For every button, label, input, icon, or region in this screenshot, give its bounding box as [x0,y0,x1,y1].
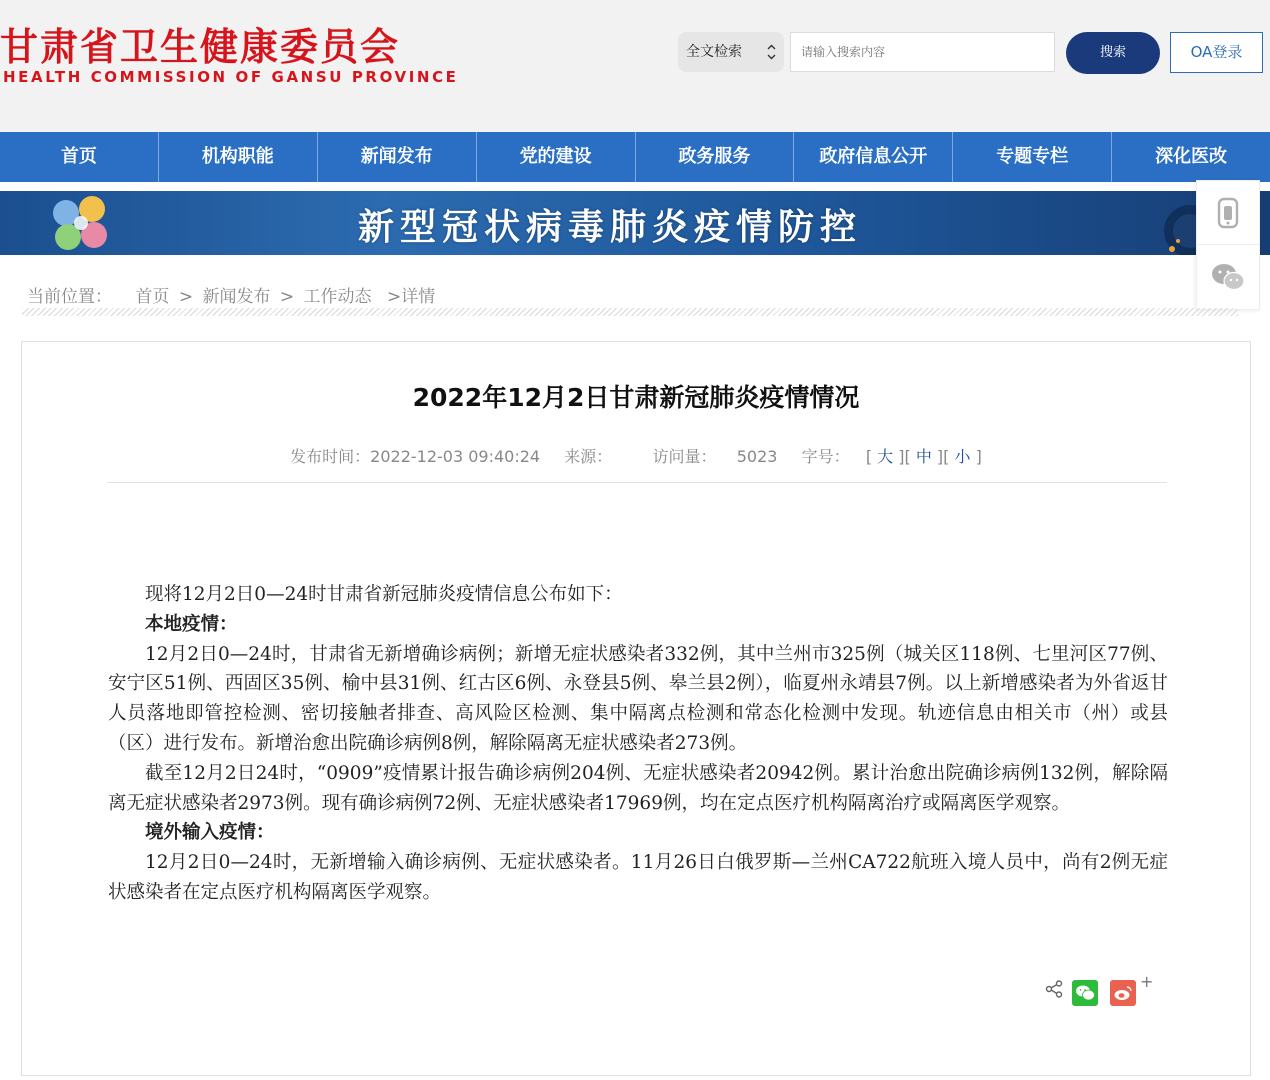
nav-item-topics[interactable]: 专题专栏 [953,132,1112,182]
section-heading-imported: 境外输入疫情： [145,822,275,844]
article-title: 2022年12月2日甘肃新冠肺炎疫情情况 [412,383,860,412]
font-size-large-link[interactable]: 大 [877,447,894,466]
mobile-icon [1217,197,1239,229]
breadcrumb-label: 当前位置： [27,287,112,307]
article-paragraph: 截至12月2日24时，“0909”疫情累计报告确诊病例204例、无症状感染者20942例。累计治愈出院确诊病例132例，解除隔离无症状感染者2973例。现有确诊病例72例、无症状感染者17969例，均在定点医疗机构隔离治疗或隔离医学观察。 [108,762,1168,814]
clover-logo-icon [44,193,118,253]
article-paragraph: 12月2日0—24时，无新增输入确诊病例、无症状感染者。11月26日白俄罗斯—兰州CA722航班入境人员中，尚有2例无症状感染者在定点医疗机构隔离医学观察。 [108,852,1168,903]
views-count: 5023 [736,447,778,466]
breadcrumb-news[interactable]: 新闻发布 [202,287,271,307]
breadcrumb-home[interactable]: 首页 [135,287,170,307]
main-nav [0,132,1270,182]
site-title-en: HEALTH COMMISSION OF GANSU PROVINCE [3,68,459,86]
covid-banner[interactable] [0,191,1270,255]
site-title-cn[interactable]: 甘肃省卫生健康委员会 [0,25,401,69]
updown-chevron-icon [767,32,776,89]
meta-divider [107,482,1167,483]
wechat-share-icon[interactable] [1072,980,1098,1006]
site-header [0,0,1270,132]
wechat-qr-button[interactable] [1197,245,1259,309]
font-size-small-link[interactable]: 小 [954,447,971,466]
weibo-share-icon[interactable] [1110,980,1136,1006]
article-paragraph: 12月2日0—24时，甘肃省无新增确诊病例；新增无症状感染者332例，其中兰州市325例（城关区118例、七里河区77例、安宁区51例、西固区35例、榆中县31例、红古区6例、永登县5例、皋兰县2例），临夏州永靖县7例。以上新增感染者为外省返甘人员落地即管控检测、密切接触者排查、高风险区检测、集中隔离点检测和常态化检测中发现。轨迹信息由相关市（州）或县（区）进行发布。新增治愈出院确诊病例8例，解除隔离无症状感染者273例。 [108,643,1168,754]
search-input[interactable] [790,32,1055,72]
publish-time-label: 发布时间： [290,447,371,466]
views-label: 访问量： [652,447,717,466]
source-label: 来源： [564,447,613,466]
font-size-label: 字号： [801,447,850,466]
banner-title: 新型冠状病毒肺炎疫情防控 [358,207,863,248]
nav-item-party[interactable]: 党的建设 [477,132,636,182]
section-heading-local: 本地疫情： [145,613,238,635]
hatched-divider [22,308,1238,316]
share-icon[interactable] [1045,980,1063,998]
mobile-version-button[interactable] [1197,181,1259,245]
wechat-icon [1211,263,1245,291]
plus-icon[interactable]: + [1140,972,1154,991]
nav-item-services[interactable]: 政务服务 [636,132,795,182]
share-bar [1042,972,1182,1012]
search-type-select[interactable] [678,32,784,72]
nav-item-reform[interactable]: 深化医改 [1155,146,1228,167]
article-paragraph: 现将12月2日0—24时甘肃省新冠肺炎疫情信息公布如下： [145,584,623,605]
article-body [108,580,1168,908]
breadcrumb [27,282,439,307]
nav-item-functions[interactable]: 机构职能 [159,132,318,182]
floating-side-panel [1196,180,1260,310]
article-panel [21,341,1251,1076]
breadcrumb-separator: > [279,287,295,307]
oa-login-button[interactable]: OA登录 [1170,32,1263,73]
article-meta: 发布时间：2022-12-03 09:40:24 来源： 访问量： 5023 字号： [ 大 ][ 中 ][ 小 ] [290,447,982,466]
search-type-label: 全文检索 [686,44,742,60]
nav-item-news[interactable]: 新闻发布 [318,132,477,182]
nav-item-disclosure[interactable]: 政府信息公开 [794,132,953,182]
font-size-medium-link[interactable]: 中 [915,447,932,466]
publish-time: 2022-12-03 09:40:24 [370,447,541,466]
breadcrumb-work-updates[interactable]: 工作动态 [303,287,372,307]
breadcrumb-detail: >详情 [386,287,436,307]
search-button[interactable]: 搜索 [1066,32,1160,74]
breadcrumb-separator: > [178,287,194,307]
nav-item-home[interactable]: 首页 [0,132,159,182]
